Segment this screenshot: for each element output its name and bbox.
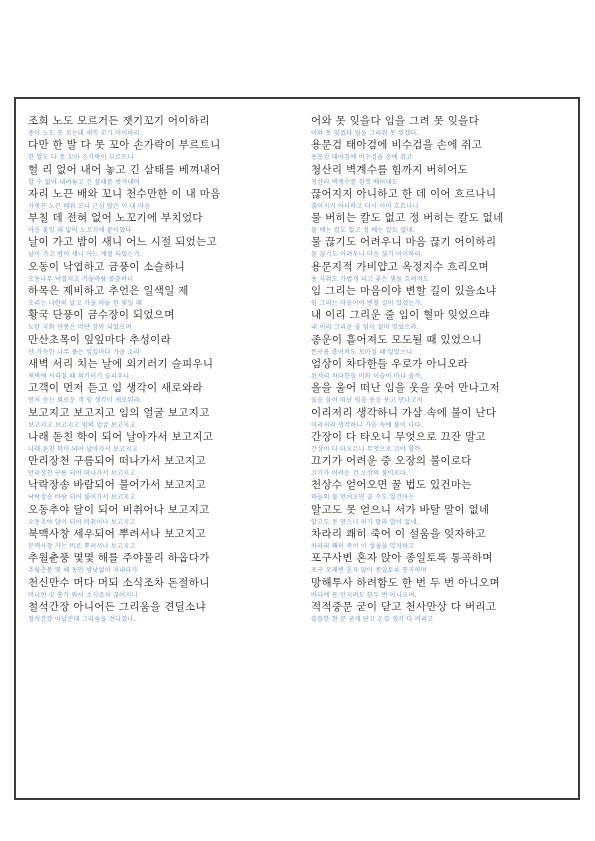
verse-translation: 노란 국화 단풍은 비단 장막 되었으며 (28, 324, 132, 332)
verse-pair (311, 600, 573, 624)
verse-translation: 청산리 벽계수를 힘껏 베어내도 (311, 178, 398, 186)
verse-pair (28, 576, 290, 600)
verse-translation: 차라리 쾌히 죽어 이 설움을 잊자하고 (311, 543, 415, 551)
verse-line: 적적중문 굳이 닫고 천사만상 다 버리고 (311, 600, 497, 613)
verse-pair (28, 406, 290, 430)
verse-pair (311, 430, 573, 454)
verse-translation: 추월춘풍 몇 해 동안 밤낮없이 지내다가 (28, 567, 138, 575)
verse-line: 다만 한 발 다 못 꼬아 손가락이 부르트니 (28, 139, 221, 152)
verse-translation: 바다에 몸 던지려도 한두 번 아니오며. (311, 591, 417, 599)
verse-line: 철석간장 아니어든 그리움을 견딜소냐 (28, 600, 207, 613)
verse-line: 청산리 벽계수를 힘까지 버히어도 (311, 163, 469, 176)
verse-line: 어와 못 잊을다 임을 그려 못 잊을다 (311, 115, 480, 127)
right-column (311, 114, 573, 624)
verse-pair (28, 235, 290, 259)
verse-pair (28, 114, 290, 138)
verse-pair (28, 527, 290, 551)
verse-pair (28, 430, 290, 454)
verse-translation: 문맥사창 가는 비로 뿌려서나 보고지고 (28, 543, 136, 551)
verse-translation: 포구 모래변 혼자 앉아 종일토록 통곡하며 (311, 567, 427, 575)
verse-line: 끄기가 어려운 중 오장의 불이로다 (311, 455, 472, 468)
verse-pair (28, 357, 290, 381)
verse-pair (28, 600, 290, 624)
left-column (28, 114, 290, 624)
verse-line: 종운이 흩어져도 모도될 때 있었으니 (311, 333, 483, 346)
verse-translation: 오동추야 달이 되어 비취어나 보고지고 (28, 518, 136, 526)
verse-translation: 날이 가고 밤이 새니 어느 계절 되었는가. (28, 251, 143, 259)
verse-line: 추월춘풍 몇몇 해를 주야물리 하옵다가 (28, 552, 210, 565)
verse-line: 엄상이 차다한들 우로가 아니오라 (311, 357, 469, 370)
verse-pair (28, 381, 290, 405)
verse-pair (311, 551, 573, 575)
verse-pair (311, 284, 573, 308)
verse-line: 보고지고 보고지고 임의 얼굴 보고지고 (28, 406, 210, 419)
verse-line: 용문검 태아검에 비수검을 손에 쥐고 (311, 139, 483, 152)
verse-pair (311, 138, 573, 162)
verse-pair (28, 333, 290, 357)
verse-pair (311, 187, 573, 211)
verse-pair (28, 138, 290, 162)
verse-line: 천신만수 머다 머되 소식조차 돈절하니 (28, 576, 210, 589)
verse-pair (311, 527, 573, 551)
verse-pair (311, 114, 573, 138)
verse-translation: 낙락장송 바람 되어 불어가서 보고지고 (28, 494, 136, 502)
verse-line: 알고도 못 얻으니 서가 바탈 말이 없네 (311, 503, 490, 516)
verse-pair (311, 576, 573, 600)
verse-translation: 오동나무 낙엽지고 가을바람 쓸쓸하니 (28, 275, 134, 283)
verse-line: 물 끊기도 어려우니 마음 끊기 어이하리 (311, 236, 497, 249)
verse-translation: 된서리 차다한들 비와 이슬이 아니 올까. (311, 372, 423, 380)
verse-translation: 먼저 듣는 외로운 객 임 생각이 새로워라. (28, 397, 143, 405)
verse-translation: 마음 붙일 데 없어 노꼬기에 붙이었다 (28, 227, 132, 235)
verse-translation: 울음 울어 떠난 임을 웃음 웃고 만나고저 (311, 397, 423, 405)
verse-pair (311, 333, 573, 357)
verse-pair (28, 211, 290, 235)
verse-line: 날이 가고 밤이 새니 어느 시절 되었는고 (28, 236, 217, 249)
verse-line: 올을 울어 떠난 임을 웃을 웃어 만나고저 (311, 382, 500, 395)
verse-line: 오동추야 달이 되어 비취어나 보고지고 (28, 503, 210, 516)
verse-translation: 종이 노도 못 꼬는데 새끼 꼬기 어이하리. (28, 130, 143, 137)
verse-translation: 끄기가 어려운 건 오장의 불이로다. (311, 470, 409, 478)
verse-pair (28, 503, 290, 527)
verse-line: 이리저리 생각하니 가삼 속에 불이 난다 (311, 406, 497, 419)
verse-line: 하목은 제비하고 추언은 일색일 제 (28, 285, 189, 298)
verse-translation: 뜬구름 흩어져도 모아질 때 있었으니 (311, 348, 413, 356)
verse-pair (311, 454, 573, 478)
verse-line: 차라리 쾌히 죽어 이 설움을 잊자하고 (311, 528, 486, 541)
verse-line: 만리장천 구름되어 떠나가서 보고지고 (28, 455, 207, 468)
verse-line: 낙락장송 바람되어 불어가서 보고지고 (28, 479, 207, 492)
verse-pair (311, 211, 573, 235)
verse-pair (311, 478, 573, 502)
verse-translation: 보고지고 보고지고 임의 얼굴 보고지고 (28, 421, 136, 429)
verse-line: 나래 돋친 학이 되어 날아가서 보고지고 (28, 430, 214, 443)
verse-line: 북맥사창 세우되어 뿌려서나 보고지고 (28, 528, 207, 541)
verse-line: 새벽 서리 치는 날에 외기러기 슬피우니 (28, 357, 214, 370)
verse-translation: 내 이리 그리운 줄 임이 설마 잊었으랴. (311, 324, 419, 332)
verse-line: 망해투사 하려함도 한 번 두 번 아니오며 (311, 576, 500, 589)
verse-line: 간장이 다 타오니 무엇으로 끄잔 말고 (311, 430, 486, 443)
verse-line: 끊어지지 아니하고 한 데 이어 흐르나니 (311, 187, 497, 200)
verse-translation: 물 끊기도 어려우니 마음 끊기 어이하리. (311, 251, 423, 259)
verse-translation: 할 수 없어 내려놓고 긴 삼태를 벗겨내어 (28, 178, 140, 186)
verse-translation: 물 베는 칼도 없고 정 베는 칼도 없네. (311, 227, 415, 235)
verse-translation: 어와 못 잊겠다 임을 그리워 못 잊겠다. (311, 130, 419, 137)
verse-translation: 하늘의 물 얻어오면 끌 수도 있건마는 (311, 494, 415, 502)
verse-pair (28, 163, 290, 187)
verse-translation: 자릿끈 노끈 배워 꼬니 근심 많은 이 내 마음 (28, 202, 151, 210)
verse-pair (28, 284, 290, 308)
verse-translation: 만리장천 구름 되어 떠나가서 보고지고 (28, 470, 136, 478)
verse-pair (28, 187, 290, 211)
verse-pair (311, 357, 573, 381)
verse-line: 오동이 낙엽하고 금풍이 소슬하니 (28, 260, 186, 273)
verse-pair (28, 551, 290, 575)
verse-translation: 철석간장 아닐진대 그리움을 견디겠나. (28, 615, 136, 623)
verse-line: 황국 단풍이 금수장이 되었으며 (28, 309, 175, 322)
verse-line: 만산초목이 잎잎마다 추성이라 (28, 333, 172, 346)
verse-line: 물 버히는 칼도 없고 정 버히는 칼도 없네 (311, 212, 504, 225)
verse-translation: 산 가득한 나무 풀은 잎잎마다 가을 소리 (28, 348, 140, 356)
verse-translation: 쓸쓸한 현 문 굳게 닫고 온갖 생각 다 버리고 (311, 615, 434, 623)
verse-translation: 나래 돋친 학이 되어 날아가서 보고지고 (28, 445, 138, 453)
verse-line: 용문지적 가비얍고 옥정지수 흐리오며 (311, 260, 490, 273)
verse-pair (311, 503, 573, 527)
verse-line: 내 이리 그리운 줄 임이 혈마 잊었으랴 (311, 309, 490, 322)
verse-line: 자리 노끈 배와 꼬니 천수만한 이 내 마음 (28, 187, 221, 200)
verse-pair (28, 260, 290, 284)
verse-pair (311, 381, 573, 405)
verse-line: 고객이 먼저 듣고 임 생각이 새로와라 (28, 382, 203, 395)
verse-translation: 끊어지지 아니하고 다시 이어 흐르나니 (311, 202, 419, 210)
verse-translation: 간장이 다 타오르니 무엇으로 끄야 할까. (311, 445, 423, 453)
verse-translation: 용 자취도 가볍게 되고 좋은 샘물 흐려져도 (311, 275, 430, 283)
verse-pair (311, 308, 573, 332)
verse-translation: 임 그리는 마음이야 변할 길이 있겠는가. (311, 300, 423, 308)
verse-line: 헐 리 없어 내어 놓고 긴 삼태를 베껴내어 (28, 163, 221, 176)
verse-pair (311, 260, 573, 284)
verse-translation: 용문검 태아검에 비수검을 손에 쥐고 (311, 154, 413, 162)
verse-translation: 알고도 못 얻으니 허기 말라 말이 없네. (311, 518, 419, 526)
verse-line: 부칠 데 전혀 없어 노꼬기에 부치었다 (28, 212, 203, 225)
verse-pair (311, 406, 573, 430)
verse-pair (28, 478, 290, 502)
verse-pair (311, 163, 573, 187)
verse-pair (28, 454, 290, 478)
verse-pair (311, 235, 573, 259)
verse-line: 포구사변 혼자 앉아 종일토록 통곡하며 (311, 552, 493, 565)
verse-translation: 오리는 나란히 날고 가을 하늘 한 빛일 때 (28, 300, 143, 308)
poem-frame (14, 97, 580, 800)
verse-translation: 한 발도 다 못 꼬아 손가락이 부르트니 (28, 154, 134, 162)
verse-translation: 머나먼 곳 홀가 와서 소식조차 끊어지니 (28, 591, 138, 599)
verse-line: 임 그리는 마음이야 변할 길이 있을소냐 (311, 285, 497, 298)
verse-line: 조희 노도 모르거든 잿기꼬기 어이하리 (28, 115, 210, 127)
verse-line: 천상수 얻어오면 꿀 법도 있건마는 (311, 479, 472, 492)
verse-translation: 이리저리 생각하니 가슴 속에 불이 나다. (311, 421, 423, 429)
verse-pair (28, 308, 290, 332)
verse-translation: 새벽에 서리칠 때 외기러기 슬피우니 (28, 372, 130, 380)
